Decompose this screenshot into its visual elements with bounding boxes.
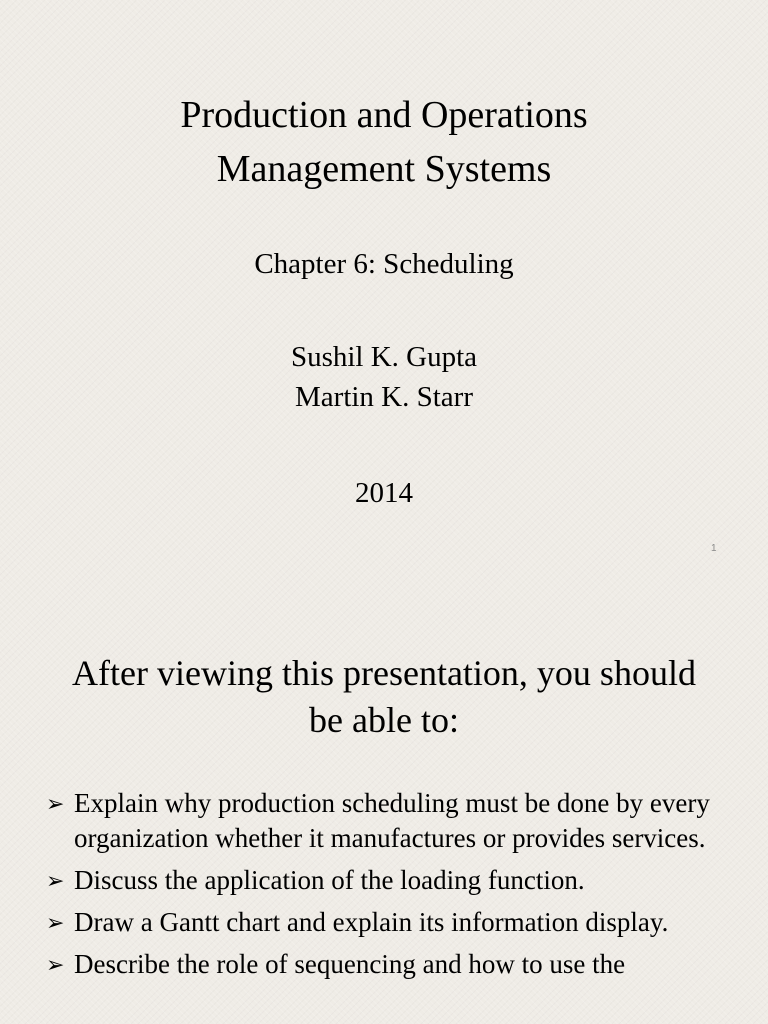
author-list <box>0 337 768 417</box>
arrow-bullet-icon: ➢ <box>46 868 65 893</box>
arrow-bullet-icon: ➢ <box>46 952 65 977</box>
objective-item <box>46 786 736 856</box>
arrow-bullet-icon: ➢ <box>46 910 65 935</box>
arrow-bullet-icon: ➢ <box>46 791 65 816</box>
slide-title <box>0 88 768 196</box>
objective-item <box>46 863 736 898</box>
heading-line-2: be able to: <box>309 700 459 740</box>
objective-text: Draw a Gantt chart and explain its information display. <box>74 907 669 937</box>
slide-number: 1 <box>711 543 717 554</box>
author-2: Martin K. Starr <box>295 381 473 413</box>
author-1: Sushil K. Gupta <box>290 341 478 373</box>
chapter-subtitle: Chapter 6: Scheduling <box>254 248 514 280</box>
title-line-2: Management Systems <box>216 148 552 190</box>
objectives-heading <box>40 650 728 744</box>
publication-year: 2014 <box>355 477 413 509</box>
objective-text: Describe the role of sequencing and how to use the <box>74 949 626 979</box>
objective-text: Discuss the application of the loading function. <box>74 865 585 895</box>
objectives-slide <box>0 576 768 1024</box>
objective-text: Explain why production scheduling must be done by every organization whether it manufactures or provides services. <box>74 788 710 853</box>
objective-item <box>46 905 736 940</box>
heading-line-1: After viewing this presentation, you should <box>72 653 696 693</box>
objectives-list <box>46 786 736 989</box>
objective-item <box>46 947 736 982</box>
title-line-1: Production and Operations <box>180 94 588 136</box>
